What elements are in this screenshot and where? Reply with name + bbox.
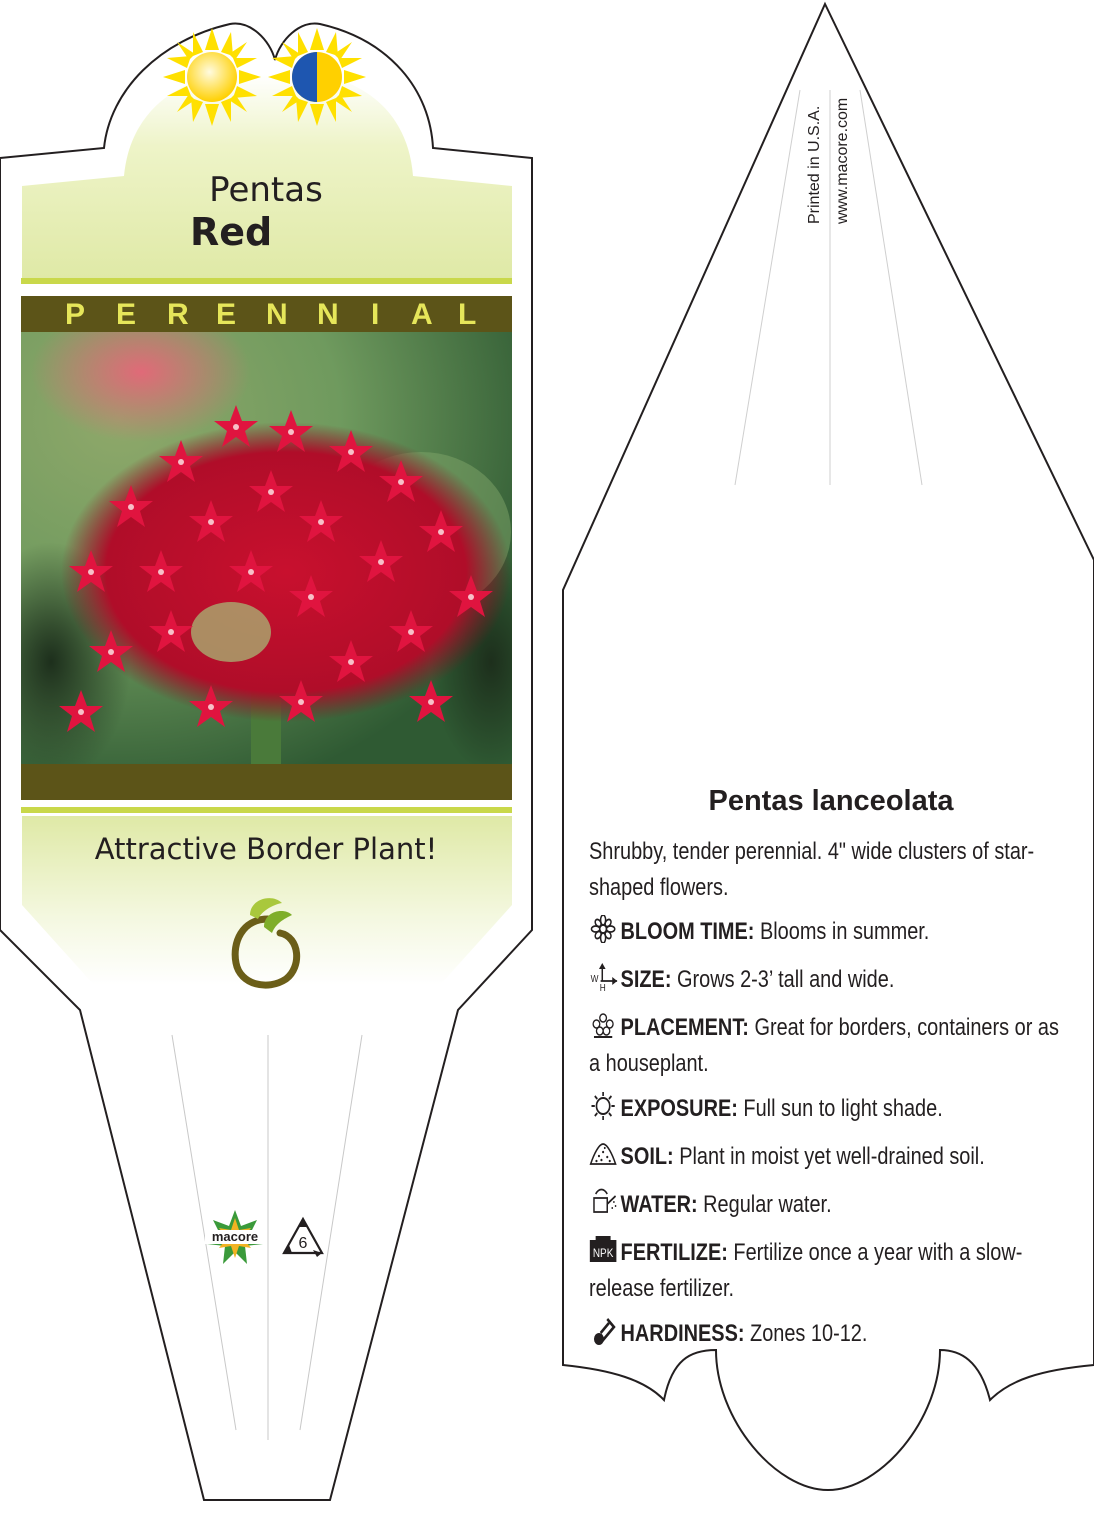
attr-size (589, 962, 1062, 998)
attr-value: Zones 10-12. (750, 1320, 868, 1347)
category-letter: L (458, 298, 477, 331)
size-w-letter: W (590, 973, 599, 985)
size-arrows-icon (589, 963, 617, 991)
attr-value: Grows 2-3’ tall and wide. (676, 966, 895, 993)
attr-fertilize (589, 1235, 1062, 1307)
swirl-leaf-logo (228, 893, 308, 993)
recycle-number: 6 (298, 1235, 308, 1252)
attr-label: PLACEMENT: (620, 1014, 749, 1041)
attr-value: Plant in moist yet well-drained soil. (679, 1143, 985, 1170)
recycle-6-icon (280, 1215, 326, 1261)
attr-water (589, 1187, 1062, 1223)
attr-label: SIZE: (620, 966, 672, 993)
plant-variety: Red (190, 210, 273, 254)
attr-value: Great for borders, containers or as a houseplant. (589, 1014, 1059, 1077)
tagline: Attractive Border Plant! (94, 832, 438, 866)
size-h-letter: H (599, 982, 606, 991)
full-sun-icon (163, 28, 261, 126)
attr-soil (589, 1139, 1062, 1175)
attr-value: Full sun to light shade. (743, 1095, 943, 1122)
attr-placement (589, 1010, 1062, 1082)
attr-label: FERTILIZE: (620, 1239, 728, 1266)
attr-label: HARDINESS: (620, 1320, 745, 1347)
npk-text: NPK (592, 1247, 614, 1261)
category-letter: A (411, 298, 433, 331)
attr-label: SOIL: (620, 1143, 674, 1170)
category-label (21, 296, 512, 332)
attr-exposure (589, 1091, 1062, 1127)
placement-flowers-icon (589, 1011, 617, 1039)
thermometer-icon (589, 1317, 617, 1345)
flower-icon (589, 915, 617, 943)
category-letter: P (65, 298, 86, 331)
category-letter: N (266, 298, 288, 331)
part-sun-icon (268, 28, 366, 126)
attr-label: WATER: (620, 1191, 698, 1218)
sun-outline-icon (589, 1092, 617, 1120)
attr-label: EXPOSURE: (620, 1095, 738, 1122)
attr-value: Regular water. (703, 1191, 832, 1218)
botanical-name: Pentas lanceolata (708, 785, 954, 817)
attr-bloom-time (589, 914, 1062, 950)
plant-genus: Pentas (209, 170, 323, 210)
website: www.macore.com (834, 97, 851, 224)
category-letter: I (371, 298, 380, 331)
category-letter: E (116, 298, 137, 331)
category-letter: N (317, 298, 339, 331)
macore-logo-text: macore (211, 1229, 259, 1244)
npk-fertilizer-icon (589, 1236, 617, 1264)
attr-hardiness (589, 1316, 1062, 1352)
category-letter: R (167, 298, 189, 331)
plant-photo (21, 332, 512, 764)
attr-value: Blooms in summer. (759, 918, 930, 945)
attr-label: BLOOM TIME: (620, 918, 755, 945)
category-letter: E (216, 298, 237, 331)
watering-can-icon (589, 1188, 617, 1216)
macore-logo (205, 1208, 265, 1268)
plant-description: Shrubby, tender perennial. 4" wide clusters of star-shaped flowers. (589, 838, 1035, 901)
soil-pile-icon (589, 1140, 617, 1168)
photo-footer-band (21, 764, 512, 800)
attr-value: Fertilize once a year with a slow-release fertilizer. (589, 1239, 1023, 1302)
printed-in: Printed in U.S.A. (806, 105, 823, 224)
